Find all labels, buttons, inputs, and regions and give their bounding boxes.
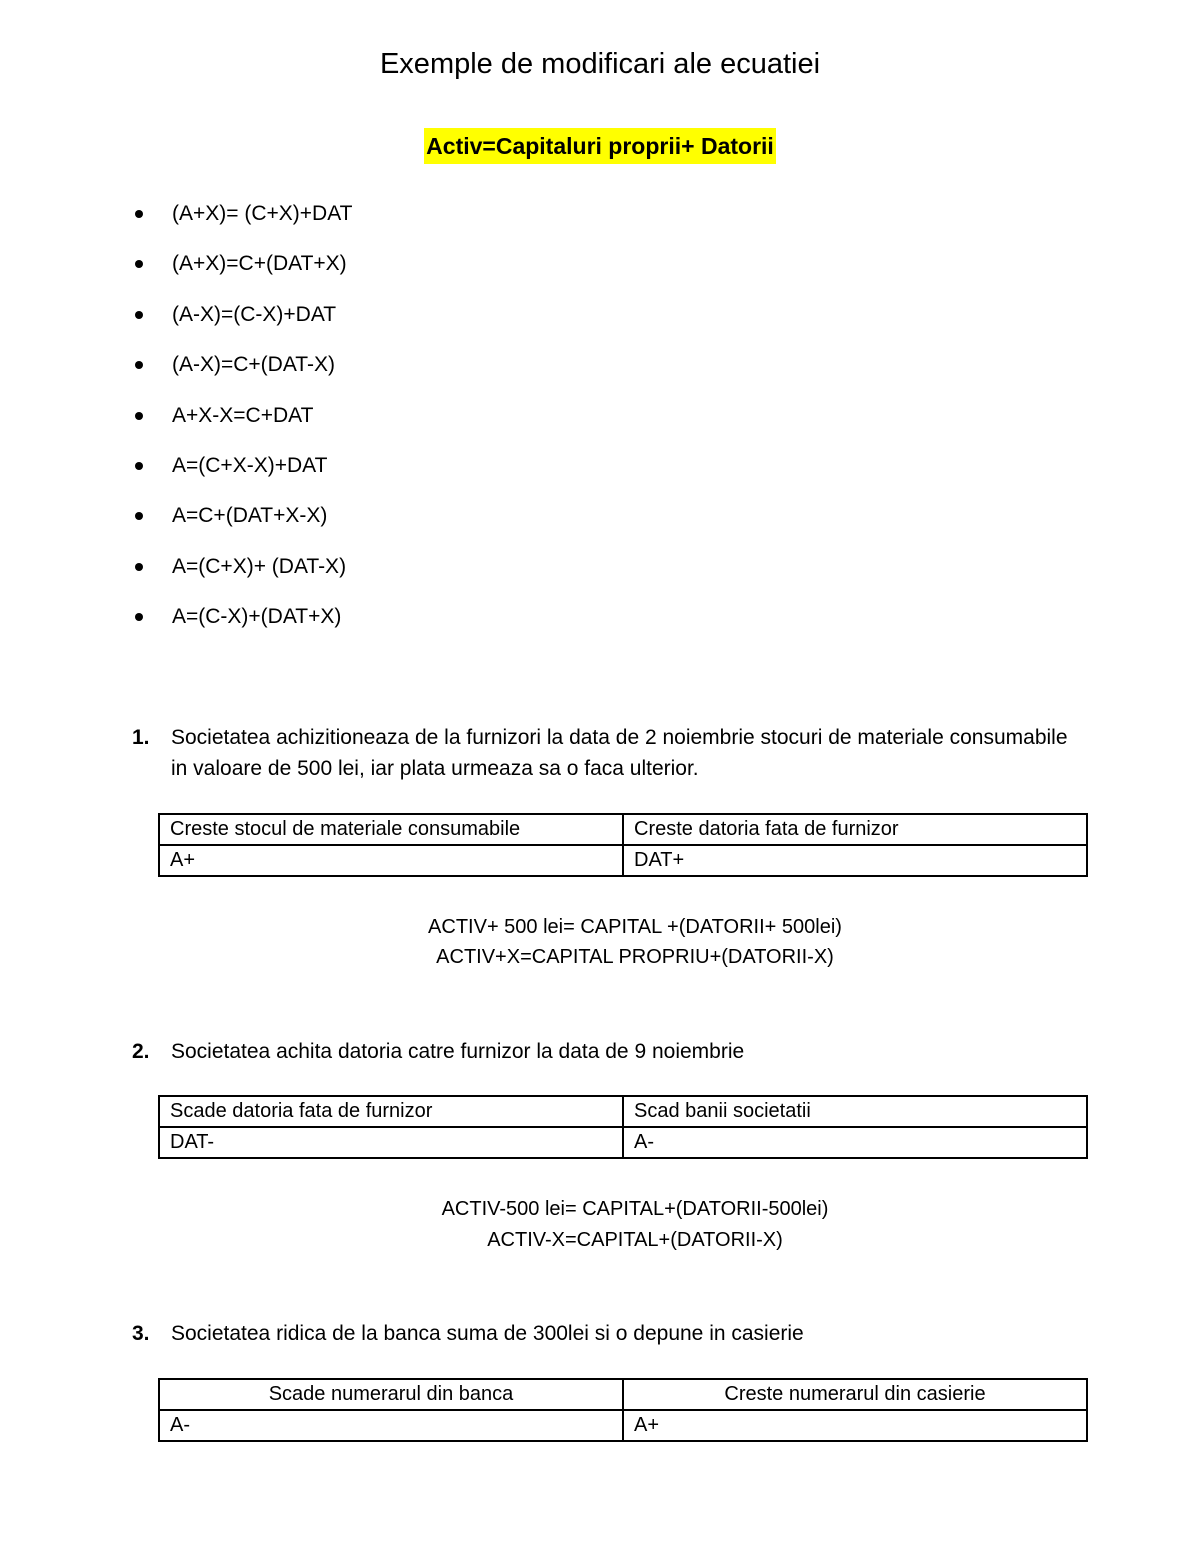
table-row	[159, 1127, 1087, 1158]
table-cell: A-	[159, 1410, 623, 1441]
bullet-icon	[135, 311, 143, 319]
formula-line: ACTIV+ 500 lei= CAPITAL +(DATORII+ 500lei)	[428, 916, 842, 938]
equation-text: A=(C+X-X)+DAT	[172, 453, 328, 477]
list-item	[132, 549, 353, 599]
bullet-icon	[135, 613, 143, 621]
list-item	[132, 398, 353, 448]
equation-text: A=C+(DAT+X-X)	[172, 504, 328, 528]
equation-text: A=(C+X)+ (DAT-X)	[172, 554, 347, 578]
table-cell: Creste datoria fata de furnizor	[623, 814, 1087, 845]
example-number: 1.	[132, 726, 150, 749]
example-2-table	[158, 1095, 1088, 1159]
example-1	[132, 722, 1072, 784]
equation-text: (A+X)= (C+X)+DAT	[172, 202, 353, 225]
example-3	[132, 1318, 1072, 1349]
example-text: Societatea ridica de la banca suma de 300lei si o depune in casierie	[171, 1322, 804, 1345]
formula-line: ACTIV-500 lei= CAPITAL+(DATORII-500lei)	[441, 1198, 829, 1220]
example-number: 3.	[132, 1322, 150, 1345]
bullet-icon	[135, 412, 143, 420]
highlighted-equation: Activ=Capitaluri proprii+ Datorii	[424, 128, 776, 164]
bullet-icon	[135, 210, 143, 218]
example-text: Societatea achita datoria catre furnizor la data de 9 noiembrie	[171, 1040, 745, 1063]
equation-text: A=(C-X)+(DAT+X)	[172, 605, 342, 629]
example-3-table	[158, 1378, 1088, 1442]
list-item	[132, 347, 353, 397]
bullet-icon	[135, 260, 143, 268]
example-1-table	[158, 813, 1088, 877]
equation-text: (A+X)=C+(DAT+X)	[172, 252, 347, 276]
table-row	[159, 845, 1087, 876]
table-row	[159, 1410, 1087, 1441]
table-cell: Scade datoria fata de furnizor	[159, 1096, 623, 1127]
equation-text: (A-X)=(C-X)+DAT	[172, 302, 337, 326]
bullet-icon	[135, 563, 143, 571]
bullet-icon	[135, 361, 143, 369]
list-item	[132, 246, 353, 296]
table-cell: DAT-	[159, 1127, 623, 1158]
subtitle-wrap	[0, 128, 1200, 164]
list-item	[132, 498, 353, 548]
table-row	[159, 814, 1087, 845]
formula-line: ACTIV+X=CAPITAL PROPRIU+(DATORII-X)	[436, 946, 834, 968]
list-item	[132, 196, 353, 246]
example-text: Societatea achizitioneaza de la furnizori la data de 2 noiembrie stocuri de materiale consumabile in valoare de 500 lei, iar plata urmeaza sa o faca ulterior.	[171, 726, 1068, 780]
table-cell: A+	[159, 845, 623, 876]
formula-line: ACTIV-X=CAPITAL+(DATORII-X)	[487, 1229, 783, 1251]
list-item	[132, 297, 353, 347]
table-cell: Creste numerarul din casierie	[623, 1379, 1087, 1410]
equation-list	[132, 196, 353, 650]
bullet-icon	[135, 512, 143, 520]
table-row	[159, 1379, 1087, 1410]
table-cell: Scade numerarul din banca	[159, 1379, 623, 1410]
table-cell: Scad banii societatii	[623, 1096, 1087, 1127]
page-title: Exemple de modificari ale ecuatiei	[379, 48, 821, 80]
example-2	[132, 1036, 1072, 1067]
table-row	[159, 1096, 1087, 1127]
equation-text: (A-X)=C+(DAT-X)	[172, 353, 335, 377]
table-cell: A-	[623, 1127, 1087, 1158]
table-cell: Creste stocul de materiale consumabile	[159, 814, 623, 845]
list-item	[132, 599, 353, 649]
table-cell: A+	[623, 1410, 1087, 1441]
equation-text: A+X-X=C+DAT	[172, 403, 314, 427]
example-number: 2.	[132, 1040, 150, 1063]
bullet-icon	[135, 462, 143, 470]
list-item	[132, 448, 353, 498]
table-cell: DAT+	[623, 845, 1087, 876]
